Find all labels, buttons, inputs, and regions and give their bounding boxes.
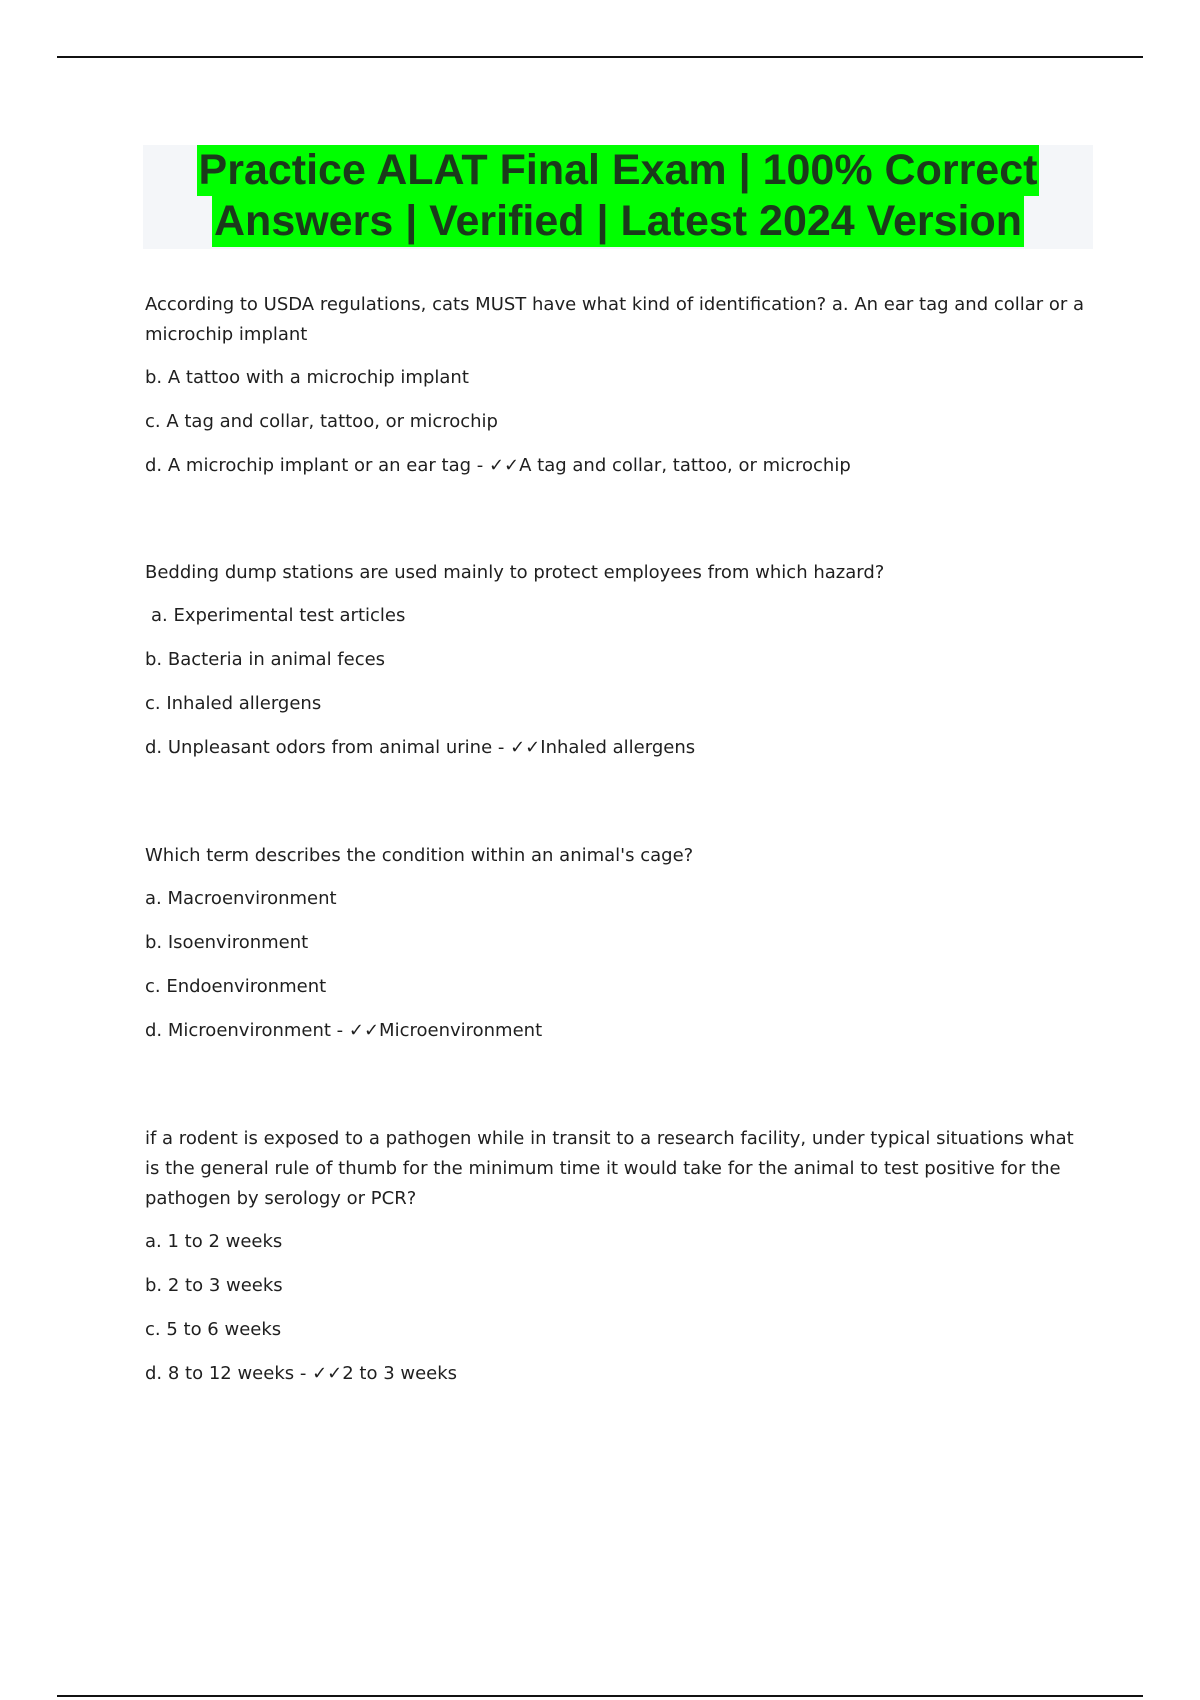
question-text: Bedding dump stations are used mainly to protect employees from which hazard? bbox=[145, 562, 885, 583]
question-list bbox=[145, 290, 1090, 1389]
title-line-2: Answers | Verified | Latest 2024 Version bbox=[214, 197, 1022, 245]
question-1 bbox=[145, 290, 1090, 481]
option-a: a. Experimental test articles bbox=[151, 605, 406, 626]
top-rule bbox=[57, 56, 1143, 58]
option-c: c. 5 to 6 weeks bbox=[145, 1319, 282, 1340]
question-text: Which term describes the condition within an animal's cage? bbox=[145, 845, 694, 866]
option-c: c. A tag and collar, tattoo, or microchip bbox=[145, 411, 498, 432]
option-d-answer: d. A microchip implant or an ear tag - ✓✓A tag and collar, tattoo, or microchip bbox=[145, 455, 851, 476]
option-d-answer: d. 8 to 12 weeks - ✓✓2 to 3 weeks bbox=[145, 1363, 458, 1384]
question-text: if a rodent is exposed to a pathogen while in transit to a research facility, under typical situations what is the general rule of thumb for the minimum time it would take for the animal to test positive for the pathogen by serology or PCR? bbox=[145, 1128, 1074, 1209]
option-b: b. Isoenvironment bbox=[145, 932, 309, 953]
option-c: c. Inhaled allergens bbox=[145, 693, 322, 714]
option-c: c. Endoenvironment bbox=[145, 976, 327, 997]
option-d-answer: d. Microenvironment - ✓✓Microenvironment bbox=[145, 1020, 543, 1041]
question-3 bbox=[145, 841, 1090, 1046]
option-d-answer: d. Unpleasant odors from animal urine - ✓✓Inhaled allergens bbox=[145, 737, 696, 758]
option-a: a. 1 to 2 weeks bbox=[145, 1231, 283, 1252]
question-text: According to USDA regulations, cats MUST have what kind of identification? a. An ear tag and collar or a microchip implant bbox=[145, 294, 1085, 345]
option-b: b. Bacteria in animal feces bbox=[145, 649, 386, 670]
question-4 bbox=[145, 1124, 1090, 1389]
option-b: b. A tattoo with a microchip implant bbox=[145, 367, 469, 388]
bottom-rule bbox=[57, 1695, 1143, 1697]
document-title bbox=[143, 145, 1093, 249]
option-a: a. Macroenvironment bbox=[145, 888, 337, 909]
option-b: b. 2 to 3 weeks bbox=[145, 1275, 283, 1296]
question-2 bbox=[145, 558, 1090, 763]
title-line-1: Practice ALAT Final Exam | 100% Correct bbox=[198, 146, 1038, 194]
